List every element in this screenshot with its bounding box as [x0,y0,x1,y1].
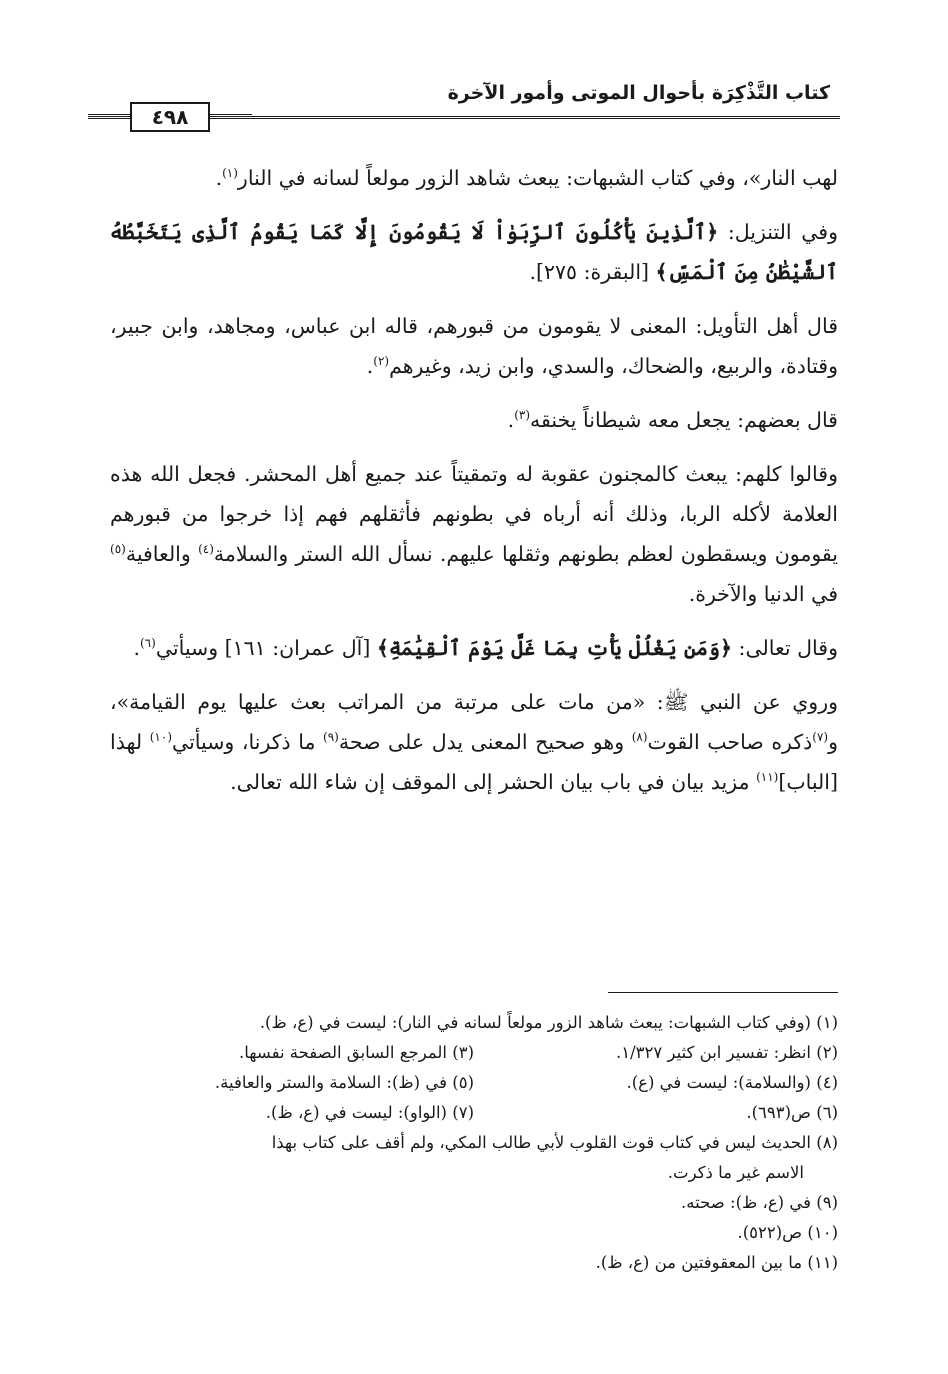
footnotes [110,1008,838,1278]
footnote-ref[interactable]: (١) [222,166,238,181]
footnote: (٦) ص(٦٩٣). [746,1103,838,1122]
footnote: (٨) الحديث ليس في كتاب قوت القلوب لأبي طالب المكي، ولم أقف على كتاب بهذا [271,1133,838,1152]
footnote-separator [608,992,838,993]
footnote-ref[interactable]: (١٠) [149,730,172,745]
footnote: (٥) في (ظ): السلامة والستر والعافية. [214,1073,474,1092]
paragraph: لهب النار»، وفي كتاب الشبهات: يبعث شاهد الزور مولعاً لسانه في النار$^{(١)}$. [215,166,838,190]
footnote-ref[interactable]: (٤) [198,542,214,557]
footnote-ref[interactable]: (٩) [323,730,339,745]
footnote: (٧) (الواو): ليست في (ع، ظ). [265,1103,474,1122]
main-text [110,158,838,816]
footnote-ref[interactable]: (٥) [110,542,126,557]
paragraph: قال بعضهم: يجعل معه شيطاناً يخنقه$^{(٣)}$. [507,408,838,432]
footnote: (٢) انظر: تفسير ابن كثير ١/٣٢٧. [615,1043,838,1062]
quran-verse: ﴿ٱلَّذِينَ يَأْكُلُونَ ٱلرِّبَوٰاْ لَا يَقُومُونَ إِلَّا كَمَا يَقُومُ ٱلَّذِى يَتَخَبَّطُهُ ٱلشَّيْطَٰنُ مِنَ ٱلْمَسِّ﴾ [110,220,838,284]
paragraph: وقال تعالى: ﴿وَمَن يَغْلُلْ يَأْتِ بِمَا غَلَّ يَوْمَ ٱلْقِيَٰمَةِ﴾ [آل عمران: ١٦١] وسيأتي$^{(٦)}$. [133,636,838,660]
footnote: (١٠) ص(٥٢٢). [737,1223,838,1242]
page-number: ٤٩٨ [130,102,210,132]
running-title: كتاب التَّذْكِرَة بأحوال الموتى وأمور الآخرة [447,82,830,104]
footnote-row [110,1098,838,1128]
paragraph: وقالوا كلهم: يبعث كالمجنون عقوبة له وتمقيتاً عند جميع أهل المحشر. فجعل الله هذه العلامة لأكله الربا، وذلك أنه أرباه في بطونهم فأثقلهم فهم إذا خرجوا من قبورهم يقومون ويسقطون لعظم بطونهم وثقلها عليهم. نسأل الله الستر والسلامة$^{(٤)}$ والعافية$^{(٥)}$ في الدنيا والآخرة. [110,462,838,606]
footnote-continuation: الاسم غير ما ذكرت. [667,1163,804,1182]
paragraph: وفي التنزيل: ﴿ٱلَّذِينَ يَأْكُلُونَ ٱلرِّبَوٰاْ لَا يَقُومُونَ إِلَّا كَمَا يَقُومُ ٱلَّذِى يَتَخَبَّطُهُ ٱلشَّيْطَٰنُ مِنَ ٱلْمَسِّ﴾ [البقرة: ٢٧٥]. [110,220,838,284]
footnote-ref[interactable]: (٦) [139,636,156,651]
footnote-row [110,1038,838,1068]
footnote: (٩) في (ع، ظ): صحته. [681,1193,838,1212]
footnote: (٤) (والسلامة): ليست في (ع). [626,1073,838,1092]
paragraph: وروي عن النبي ﷺ: «من مات على مرتبة من المراتب بعث عليها يوم القيامة»، و$^{(٧)}$ذكره صاحب القوت$^{(٨)}$ وهو صحيح المعنى يدل على صحة$^{(٩)}$ ما ذكرنا، وسيأتي$^{(١٠)}$ لهذا [الباب]$^{(١١)}$ مزيد بيان في باب بيان الحشر إلى الموقف إن شاء الله تعالى. [110,690,838,794]
footnote: (١١) ما بين المعقوفتين من (ع، ظ). [595,1253,838,1272]
footnote: (٣) المرجع السابق الصفحة نفسها. [239,1043,474,1062]
footnote: (١) (وفي كتاب الشبهات: يبعث شاهد الزور مولعاً لسانه في النار): ليست في (ع، ظ). [259,1013,838,1032]
footnote-ref[interactable]: (١١) [756,770,779,785]
footnote-ref[interactable]: (٢) [373,354,390,369]
footnote-ref[interactable]: (٧) [812,730,829,745]
paragraph: قال أهل التأويل: المعنى لا يقومون من قبورهم، قاله ابن عباس، ومجاهد، وابن جبير، وقتادة، والربيع، والضحاك، والسدي، وابن زيد، وغيرهم$^{(٢)}$. [110,314,838,378]
page-header [88,80,840,130]
footnote-row [110,1068,838,1098]
footnote-ref[interactable]: (٣) [514,408,531,423]
quran-verse: ﴿وَمَن يَغْلُلْ يَأْتِ بِمَا غَلَّ يَوْمَ ٱلْقِيَٰمَةِ﴾ [376,636,733,660]
footnote-ref[interactable]: (٨) [631,730,648,745]
